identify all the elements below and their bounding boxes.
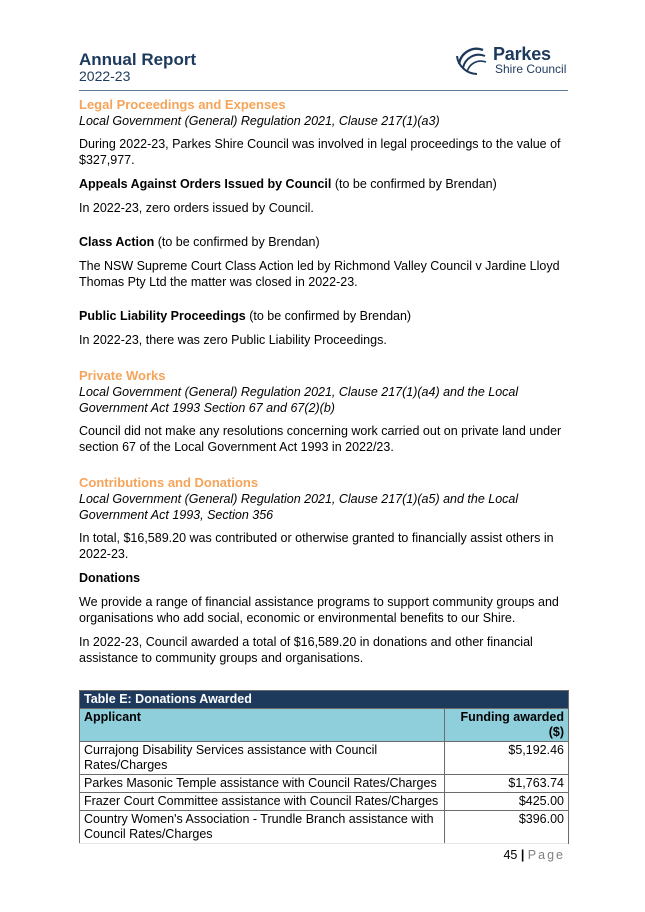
appeals-title — [79, 176, 569, 192]
donations-subheading: Donations — [79, 571, 141, 585]
table-row — [80, 793, 569, 811]
page-number: 45 — [503, 848, 518, 862]
public-liability-text: In 2022-23, there was zero Public Liability Proceedings. — [79, 333, 387, 347]
table-row — [80, 742, 569, 775]
legal-heading: Legal Proceedings and Expenses — [79, 97, 286, 112]
donations-intro: We provide a range of financial assistance programs to support community groups and organisations who add social, economic or environmental benefits to our Shire. — [79, 595, 559, 625]
contributions-heading: Contributions and Donations — [79, 475, 259, 490]
contributions-reference: Local Government (General) Regulation 2021, Clause 217(1)(a5) and the Local Government Act 1993, Section 356 — [79, 492, 519, 522]
footer-separator: | — [517, 848, 528, 862]
class-action-title — [79, 234, 569, 250]
footer-divider — [79, 843, 568, 844]
amount-cell: $396.00 — [445, 811, 569, 844]
private-works-reference: Local Government (General) Regulation 2021, Clause 217(1)(a4) and the Local Government Act 1993 Section 67 and 67(2)(b) — [79, 385, 519, 415]
public-liability-note: (to be confirmed by Brendan) — [245, 309, 412, 323]
donations-summary: In 2022-23, Council awarded a total of $16,589.20 in donations and other financial assistance to community groups and organisations. — [79, 635, 533, 665]
table-caption: Table E: Donations Awarded — [80, 691, 569, 709]
logo-name: Parkes — [493, 44, 551, 64]
applicant-cell: Currajong Disability Services assistance with Council Rates/Charges — [80, 742, 445, 775]
amount-cell: $425.00 — [445, 793, 569, 811]
legal-reference: Local Government (General) Regulation 2021, Clause 217(1)(a3) — [79, 114, 440, 128]
amount-cell: $1,763.74 — [445, 775, 569, 793]
logo-subtitle: Shire Council — [495, 62, 567, 76]
applicant-cell: Country Women's Association - Trundle Branch assistance with Council Rates/Charges — [80, 811, 445, 844]
public-liability-title — [79, 308, 569, 324]
class-action-note: (to be confirmed by Brendan) — [154, 235, 320, 249]
class-action-text: The NSW Supreme Court Class Action led by Richmond Valley Council v Jardine Lloyd Thomas Pty Ltd the matter was closed in 2022-23. — [79, 259, 560, 289]
appeals-bold: Appeals Against Orders Issued by Council — [79, 177, 332, 191]
page-word: Page — [527, 848, 565, 862]
header-divider — [79, 90, 568, 91]
applicant-cell: Frazer Court Committee assistance with Council Rates/Charges — [80, 793, 445, 811]
appeals-text: In 2022-23, zero orders issued by Council. — [79, 201, 314, 215]
council-logo — [455, 44, 570, 80]
table-row — [80, 775, 569, 793]
contributions-total: In total, $16,589.20 was contributed or otherwise granted to financially assist others in 2022-23. — [79, 531, 554, 561]
donations-table — [79, 690, 569, 844]
report-title: Annual Report — [79, 50, 197, 69]
column-applicant: Applicant — [80, 709, 445, 742]
parkes-logo-icon — [455, 44, 491, 76]
appeals-note: (to be confirmed by Brendan) — [331, 177, 497, 191]
legal-paragraph: During 2022-23, Parkes Shire Council was involved in legal proceedings to the value of $327,977. — [79, 137, 561, 167]
public-liability-bold: Public Liability Proceedings — [79, 309, 246, 323]
page-footer — [503, 848, 565, 862]
column-funding: Funding awarded ($) — [445, 709, 569, 742]
private-works-heading: Private Works — [79, 368, 166, 383]
report-year: 2022-23 — [79, 68, 131, 84]
main-content — [79, 97, 569, 674]
amount-cell: $5,192.46 — [445, 742, 569, 775]
private-works-text: Council did not make any resolutions concerning work carried out on private land under section 67 of the Local Government Act 1993 in 2022/23. — [79, 424, 562, 454]
applicant-cell: Parkes Masonic Temple assistance with Council Rates/Charges — [80, 775, 445, 793]
class-action-bold: Class Action — [79, 235, 155, 249]
table-row — [80, 811, 569, 844]
